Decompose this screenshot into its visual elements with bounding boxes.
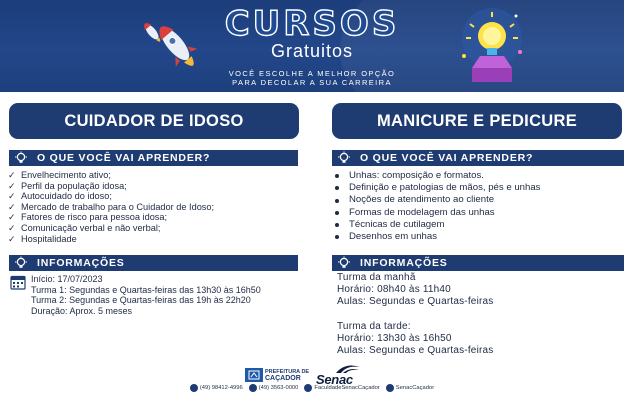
bullet-icon — [335, 210, 341, 216]
learn-heading-left-text: O QUE VOCÊ VAI APRENDER? — [37, 152, 211, 164]
info-heading-left — [9, 255, 298, 271]
bullet-icon — [335, 185, 341, 191]
idea-icon — [336, 150, 352, 166]
info-afternoon-title: Turma da tarde: — [337, 320, 411, 332]
footer-contacts — [0, 384, 624, 392]
bullet-icon — [335, 222, 341, 228]
contact-facebook[interactable]: FaculdadeSenacCaçador — [304, 384, 379, 392]
info-afternoon-hours: Horário: 13h30 às 16h50 — [337, 332, 452, 344]
instagram-icon — [386, 384, 394, 392]
info-start-date: Início: 17/07/2023 — [31, 274, 103, 284]
banner-subtitle: Gratuitos — [270, 41, 354, 61]
contact-whatsapp[interactable]: (49) 98412-4996 — [190, 384, 243, 392]
info-class-2: Turma 2: Segundas e Quartas-feiras das 19h às 22h20 — [31, 295, 251, 305]
info-class-1: Turma 1: Segundas e Quartas-feiras das 13h30 às 16h50 — [31, 284, 261, 295]
check-icon: ✓ — [8, 180, 16, 191]
info-cuidador — [8, 274, 261, 316]
banner-title: CURSOS — [224, 4, 400, 44]
spacer — [337, 309, 493, 321]
list-item: ✓ Perfil da população idosa; — [8, 180, 127, 191]
info-heading-right — [332, 255, 624, 271]
bullet-icon — [335, 234, 341, 240]
facebook-icon — [304, 384, 312, 392]
info-morning-days: Aulas: Segundas e Quartas-feiras — [337, 296, 494, 308]
footer-logos — [0, 362, 624, 387]
info-heading-right-text: INFORMAÇÕES — [360, 257, 448, 269]
check-icon: ✓ — [8, 212, 16, 223]
course-title-cuidador: CUIDADOR DE IDOSO — [9, 103, 299, 139]
whatsapp-icon — [190, 384, 198, 392]
list-item: ✓ Hospitalidade — [8, 233, 77, 244]
contact-instagram[interactable]: SenacCaçador — [386, 384, 434, 392]
info-morning-title: Turma da manhã — [337, 272, 416, 283]
prefeitura-text: PREFEITURA DE CAÇADOR — [265, 368, 310, 382]
info-morning-hours: Horário: 08h40 às 11h40 — [337, 284, 451, 296]
info-manicure — [337, 272, 493, 357]
topics-list-manicure — [334, 170, 540, 243]
check-icon: ✓ — [8, 222, 16, 233]
list-item: ✓ Mercado de trabalho para o Cuidador de Idoso; — [8, 201, 215, 212]
list-item: Formas de modelagem das unhas — [334, 207, 540, 219]
senac-logo — [316, 365, 372, 385]
list-item: ✓ Fatores de risco para pessoa idosa; — [8, 212, 168, 223]
info-duration: Duração: Aprox. 5 meses — [31, 305, 133, 316]
learn-heading-right — [332, 150, 624, 166]
banner-tagline-line2: PARA DECOLAR A SUA CARREIRA — [232, 78, 392, 87]
phone-icon — [249, 384, 257, 392]
check-icon: ✓ — [8, 233, 16, 244]
prefeitura-logo — [245, 368, 309, 382]
senac-wordmark: Senac — [316, 372, 353, 387]
prefeitura-emblem-icon — [245, 368, 263, 382]
check-icon: ✓ — [8, 191, 16, 202]
contact-phone[interactable]: (49) 3563-0000 — [249, 384, 299, 392]
banner — [0, 0, 624, 92]
list-item: Desenhos em unhas — [334, 231, 540, 243]
info-afternoon-days: Aulas: Segundas e Quartas-feiras — [337, 345, 494, 357]
list-item: ✓ Comunicação verbal e não verbal; — [8, 222, 161, 233]
learn-heading-left — [9, 150, 298, 166]
calendar-icon — [10, 274, 26, 290]
list-item: ✓ Envelhecimento ativo; — [8, 170, 111, 180]
banner-tagline-line1: VOCÊ ESCOLHE A MELHOR OPÇÃO — [228, 69, 396, 78]
idea-icon — [336, 255, 352, 271]
list-item: Técnicas de cutilagem — [334, 219, 540, 231]
check-icon: ✓ — [8, 201, 16, 212]
idea-icon — [13, 255, 29, 271]
list-item: Unhas: composição e formatos. — [334, 170, 540, 182]
list-item: Definição e patologias de mãos, pés e unhas — [334, 182, 540, 194]
list-item: Noções de atendimento ao cliente — [334, 194, 540, 206]
learn-heading-right-text: O QUE VOCÊ VAI APRENDER? — [360, 152, 534, 164]
course-title-manicure: MANICURE E PEDICURE — [332, 103, 622, 139]
info-heading-left-text: INFORMAÇÕES — [37, 257, 125, 269]
bullet-icon — [335, 173, 341, 179]
check-icon: ✓ — [8, 170, 16, 180]
lightbulb-icon — [452, 6, 532, 90]
topics-list-cuidador — [8, 170, 214, 244]
bullet-icon — [335, 198, 341, 204]
list-item: ✓ Autocuidado do idoso; — [8, 191, 112, 202]
idea-icon — [13, 150, 29, 166]
